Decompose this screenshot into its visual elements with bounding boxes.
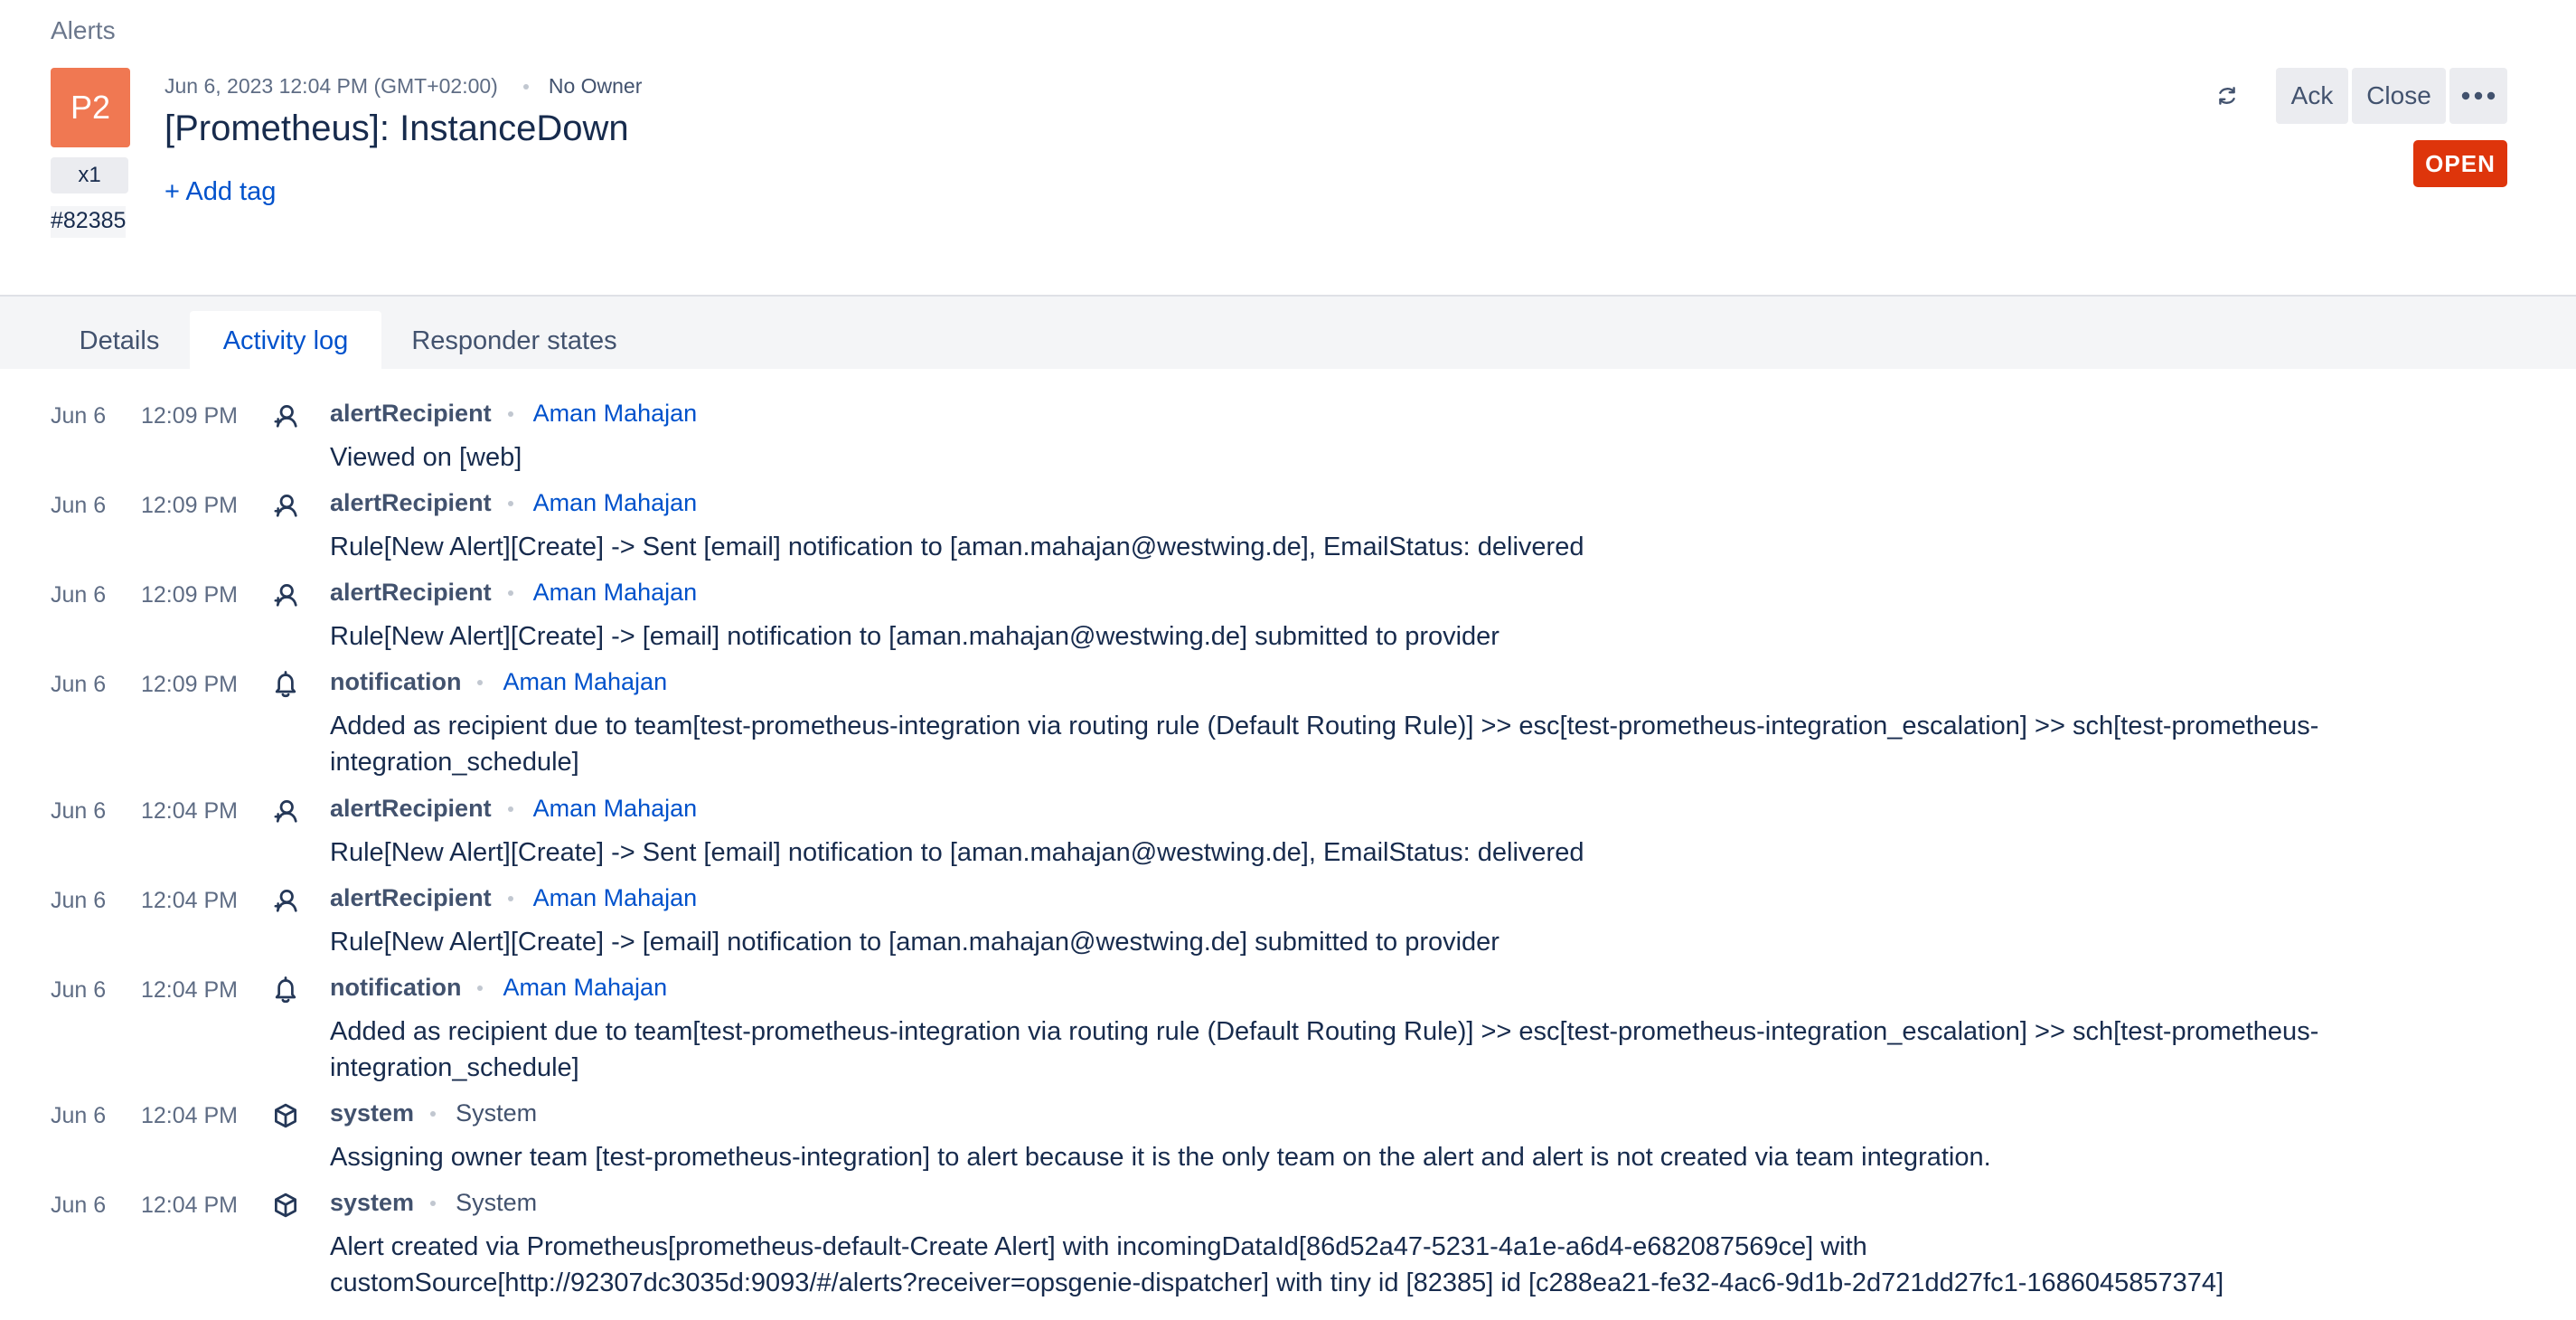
log-actor: System xyxy=(456,1189,538,1216)
log-type: system xyxy=(330,1099,415,1127)
status-badge: OPEN xyxy=(2413,140,2507,187)
more-actions-button[interactable] xyxy=(2449,68,2507,124)
log-actor-link[interactable]: Aman Mahajan xyxy=(503,668,668,695)
alert-meta xyxy=(165,74,642,99)
meta-separator xyxy=(523,84,529,90)
log-date: Jun 6 xyxy=(51,403,107,429)
log-message: Rule[New Alert][Create] -> Sent [email] notification to [aman.mahajan@westwing.de], EmailStatus: delivered xyxy=(330,838,1584,867)
log-time: 12:04 PM xyxy=(141,977,239,1003)
log-date: Jun 6 xyxy=(51,582,107,608)
cube-icon xyxy=(269,1189,302,1221)
more-horizontal-icon xyxy=(2461,91,2496,100)
created-timestamp: Jun 6, 2023 12:04 PM (GMT+02:00) xyxy=(165,74,498,98)
log-type: alertRecipient xyxy=(330,884,492,911)
tab-bar xyxy=(0,295,2576,369)
log-date: Jun 6 xyxy=(51,888,107,913)
tab-details[interactable]: Details xyxy=(79,325,160,355)
alert-title: [Prometheus]: InstanceDown xyxy=(165,108,629,148)
log-actor-link[interactable]: Aman Mahajan xyxy=(532,489,698,516)
log-date: Jun 6 xyxy=(51,672,107,697)
log-message: Rule[New Alert][Create] -> Sent [email] notification to [aman.mahajan@westwing.de], EmailStatus: delivered xyxy=(330,533,1584,561)
log-message: Added as recipient due to team[test-prometheus-integration via routing rule (Default Routing Rule)] >> esc[test-prometheus-integration_escalation] >> sch[test-prometheus-integration_schedule] xyxy=(330,1017,2319,1082)
log-actor-link[interactable]: Aman Mahajan xyxy=(532,795,698,822)
log-date: Jun 6 xyxy=(51,977,107,1003)
log-actor-link[interactable]: Aman Mahajan xyxy=(532,579,698,606)
user-icon xyxy=(269,884,302,917)
log-actor-link[interactable]: Aman Mahajan xyxy=(532,400,698,427)
log-time: 12:09 PM xyxy=(141,672,239,697)
log-message: Rule[New Alert][Create] -> [email] notification to [aman.mahajan@westwing.de] submitted to provider xyxy=(330,928,1500,957)
user-icon xyxy=(269,579,302,611)
log-date: Jun 6 xyxy=(51,493,107,518)
log-type: system xyxy=(330,1189,415,1216)
owner-label[interactable]: No Owner xyxy=(548,74,643,98)
log-message: Rule[New Alert][Create] -> [email] notification to [aman.mahajan@westwing.de] submitted to provider xyxy=(330,622,1500,651)
log-message: Alert created via Prometheus[prometheus-default-Create Alert] with incomingDataId[86d52a47-5231-4a1e-a6d4-e682087569ce] with customSource[http://92307dc3035d:9093/#/alerts?receiver=opsgenie-dispatcher] with tiny id [82385] id [c288ea21-fe32-4ac6-9d1b-2d721dd27fc1-1686045857374] xyxy=(330,1232,2224,1297)
bell-icon xyxy=(269,974,302,1006)
log-type: notification xyxy=(330,668,462,695)
breadcrumb[interactable]: Alerts xyxy=(51,16,116,44)
log-type: notification xyxy=(330,974,462,1001)
log-date: Jun 6 xyxy=(51,798,107,824)
log-time: 12:09 PM xyxy=(141,493,239,518)
log-actor: System xyxy=(456,1099,538,1127)
user-icon xyxy=(269,795,302,827)
bell-icon xyxy=(269,668,302,701)
log-type: alertRecipient xyxy=(330,400,492,427)
log-time: 12:04 PM xyxy=(141,1103,239,1128)
user-icon xyxy=(269,489,302,522)
user-icon xyxy=(269,400,302,432)
tab-responder-states[interactable]: Responder states xyxy=(411,325,617,355)
tab-activity-log[interactable]: Activity log xyxy=(190,311,381,371)
alert-count-badge: x1 xyxy=(51,157,128,193)
log-actor-link[interactable]: Aman Mahajan xyxy=(532,884,698,911)
cube-icon xyxy=(269,1099,302,1132)
log-time: 12:09 PM xyxy=(141,582,239,608)
log-message: Added as recipient due to team[test-prometheus-integration via routing rule (Default Routing Rule)] >> esc[test-prometheus-integration_escalation] >> sch[test-prometheus-integration_schedule] xyxy=(330,712,2319,777)
log-date: Jun 6 xyxy=(51,1193,107,1218)
log-message: Viewed on [web] xyxy=(330,443,522,472)
refresh-button[interactable] xyxy=(2204,68,2251,124)
log-type: alertRecipient xyxy=(330,489,492,516)
log-type: alertRecipient xyxy=(330,795,492,822)
log-time: 12:04 PM xyxy=(141,1193,239,1218)
log-date: Jun 6 xyxy=(51,1103,107,1128)
close-button[interactable]: Close xyxy=(2352,68,2446,124)
priority-badge: P2 xyxy=(51,68,130,147)
log-time: 12:09 PM xyxy=(141,403,239,429)
log-type: alertRecipient xyxy=(330,579,492,606)
log-time: 12:04 PM xyxy=(141,888,239,913)
alert-toolbar xyxy=(2204,68,2507,124)
log-time: 12:04 PM xyxy=(141,798,239,824)
ack-button[interactable]: Ack xyxy=(2276,68,2348,124)
add-tag-button[interactable]: + Add tag xyxy=(165,177,277,206)
refresh-icon xyxy=(2215,84,2239,108)
alert-tiny-id: #82385 xyxy=(51,206,126,238)
log-actor-link[interactable]: Aman Mahajan xyxy=(503,974,668,1001)
log-message: Assigning owner team [test-prometheus-integration] to alert because it is the only team on the alert and alert is not created via team integration. xyxy=(330,1143,1991,1172)
